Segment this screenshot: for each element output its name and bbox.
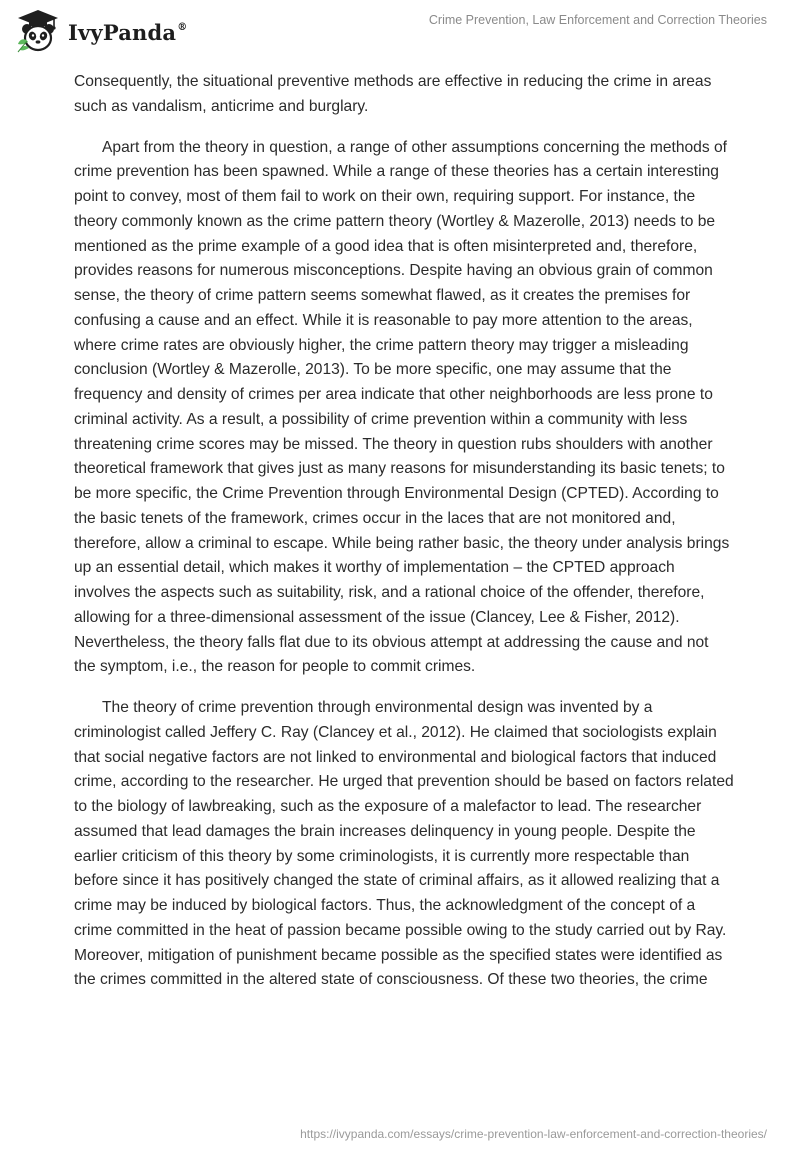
document-title: Crime Prevention, Law Enforcement and Correction Theories (428, 13, 767, 27)
brand-logo[interactable] (14, 8, 187, 54)
brand-name: IvyPanda® (68, 19, 188, 45)
registered-mark: ® (177, 21, 188, 33)
paragraph-cpted-origin: The theory of crime prevention through environmental design was invented by a criminologist called Jeffery C. Ray (Clancey et al., 2012). He claimed that sociologists explain that social negative factors are not linked to environmental and biological factors that induced crime, according to the researcher. He urged that prevention should be based on factors related to the biology of lawbreaking, such as the exposure of a malefactor to lead. The researcher assumed that lead damages the brain increases delinquency in young people. Despite the earlier criticism of this theory by some criminologists, it is currently more respectable than before since it has positively changed the state of criminal affairs, as it allowed realizing that a crime may be induced by biological factors. Thus, the acknowledgment of the concept of a crime committed in the heat of passion became possible owing to the study carried out by Ray. Moreover, mitigation of punishment became possible as the specified states were identified as the crimes committed in the altered state of consciousness. Of these two theories, the crime (74, 699, 734, 989)
panda-graduation-cap-icon (14, 8, 62, 54)
paragraph-continuation: Consequently, the situational preventive methods are effective in reducing the crime in areas such as vandalism, anticrime and burglary. (74, 73, 712, 115)
paragraph-crime-pattern-theory: Apart from the theory in question, a range of other assumptions concerning the methods of crime prevention has been spawned. While a range of these theories has a certain interesting point to convey, most of them fail to work on their own, requiring support. For instance, the theory commonly known as the crime pattern theory (Wortley & Mazerolle, 2013) needs to be mentioned as the prime example of a good idea that is often misinterpreted and, therefore, provides reasons for numerous misconceptions. Despite having an obvious grain of common sense, the theory of crime pattern seems somewhat flawed, as it creates the premises for confusing a cause and an effect. While it is reasonable to pay more attention to the areas, where crime rates are obviously higher, the crime pattern theory may trigger a misleading conclusion (Wortley & Mazerolle, 2013). To be more specific, one may assume that the frequency and density of crimes per area indicate that other neighborhoods are less prone to criminal activity. As a result, a possibility of crime prevention within a community with less threatening crime scores may be missed. The theory in question rubs shoulders with another theoretical framework that gives just as many reasons for misunderstanding its basic tenets; to be more specific, the Crime Prevention through Environmental Design (CPTED). According to the basic tenets of the framework, crimes occur in the laces that are not monitored and, therefore, allow a criminal to escape. While being rather basic, the theory under analysis brings up an essential detail, which makes it worthy of implementation – the CPTED approach involves the aspects such as suitability, risk, and a rational choice of the offender, therefore, allowing for a three-dimensional assessment of the issue (Clancey, Lee & Fisher, 2012). Nevertheless, the theory falls flat due to its obvious attempt at addressing the cause and not the symptom, i.e., the reason for people to commit crimes. (74, 138, 730, 676)
essay-body (74, 70, 734, 1009)
source-url[interactable]: https://ivypanda.com/essays/crime-prevention-law-enforcement-and-correction-theories/ (300, 1127, 767, 1141)
page-header (0, 0, 800, 60)
